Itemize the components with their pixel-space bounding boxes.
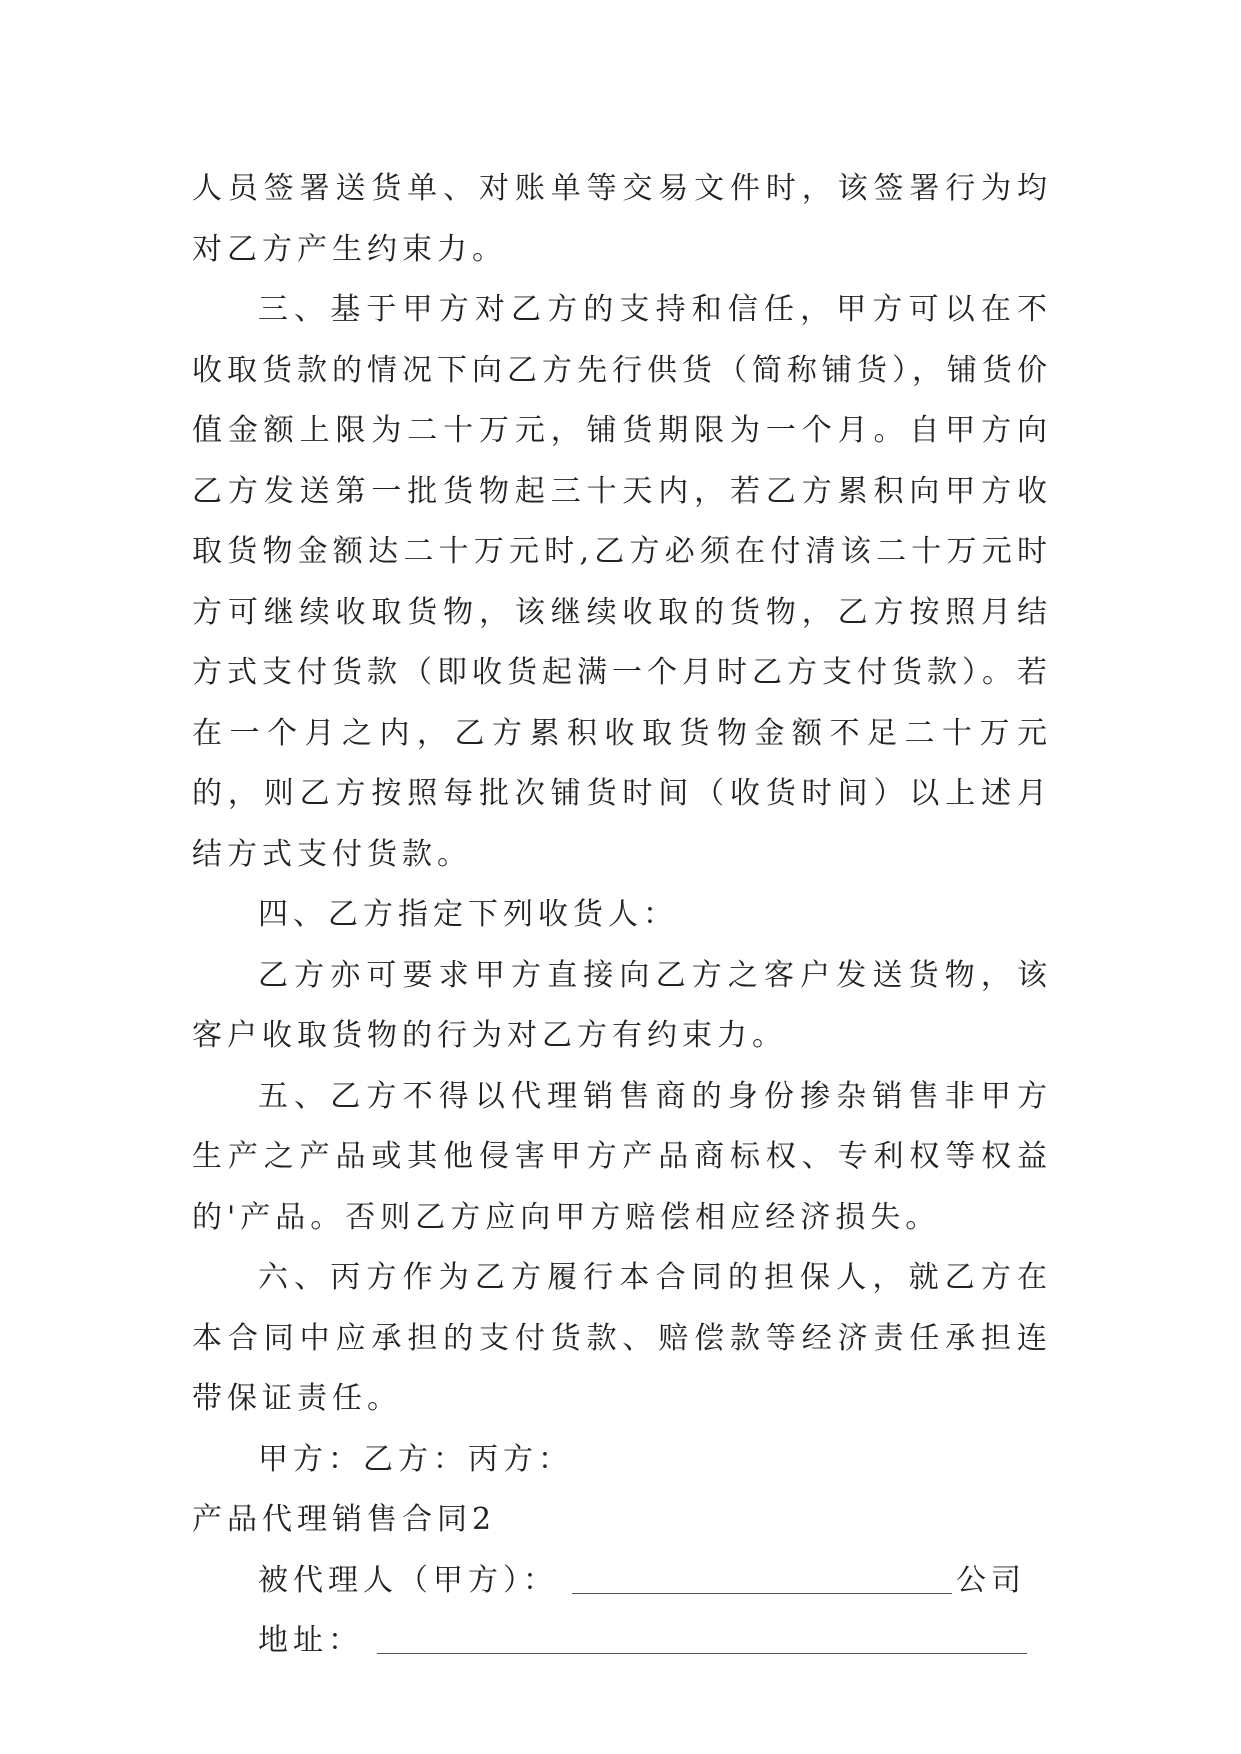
principal-line	[192, 1551, 1052, 1612]
clause-three-consignment: 三、基于甲方对乙方的支持和信任，甲方可以在不收取货款的情况下向乙方先行供货（简称铺货），铺货价值金额上限为二十万元，铺货期限为一个月。自甲方向乙方发送第一批货物起三十天内，若乙方累积向甲方收取货物金额达二十万元时,乙方必须在付清该二十万元时方可继续收取货物，该继续收取的货物，乙方按照月结方式支付货款（即收货起满一个月时乙方支付货款）。若在一个月之内，乙方累积收取货物金额不足二十万元的，则乙方按照每批次铺货时间（收货时间）以上述月结方式支付货款。	[192, 292, 1052, 872]
document-body	[192, 159, 1052, 1672]
principal-name-blank[interactable]	[572, 1571, 952, 1594]
address-label: 地址：	[258, 1623, 363, 1658]
address-blank[interactable]	[377, 1631, 1027, 1654]
paragraph-signing-effect: 人员签署送货单、对账单等交易文件时，该签署行为均对乙方产生约束力。	[192, 171, 1052, 267]
principal-suffix: 公司	[956, 1562, 1026, 1598]
paragraph-direct-delivery: 乙方亦可要求甲方直接向乙方之客户发送货物，该客户收取货物的行为对乙方有约束力。	[192, 957, 1052, 1053]
contract-heading-2: 产品代理销售合同2	[192, 1502, 497, 1537]
clause-six-guarantor: 六、丙方作为乙方履行本合同的担保人，就乙方在本合同中应承担的支付货款、赔偿款等经济责任承担连带保证责任。	[192, 1260, 1052, 1416]
principal-label: 被代理人（甲方）：	[258, 1562, 558, 1598]
address-line	[192, 1611, 1052, 1672]
clause-five-restrictions: 五、乙方不得以代理销售商的身份掺杂销售非甲方生产之产品或其他侵害甲方产品商标权、专利权等权益的'产品。否则乙方应向甲方赔偿相应经济损失。	[192, 1078, 1052, 1235]
signature-parties: 甲方：乙方：丙方：	[258, 1441, 573, 1477]
clause-four-consignee: 四、乙方指定下列收货人：	[258, 897, 678, 932]
